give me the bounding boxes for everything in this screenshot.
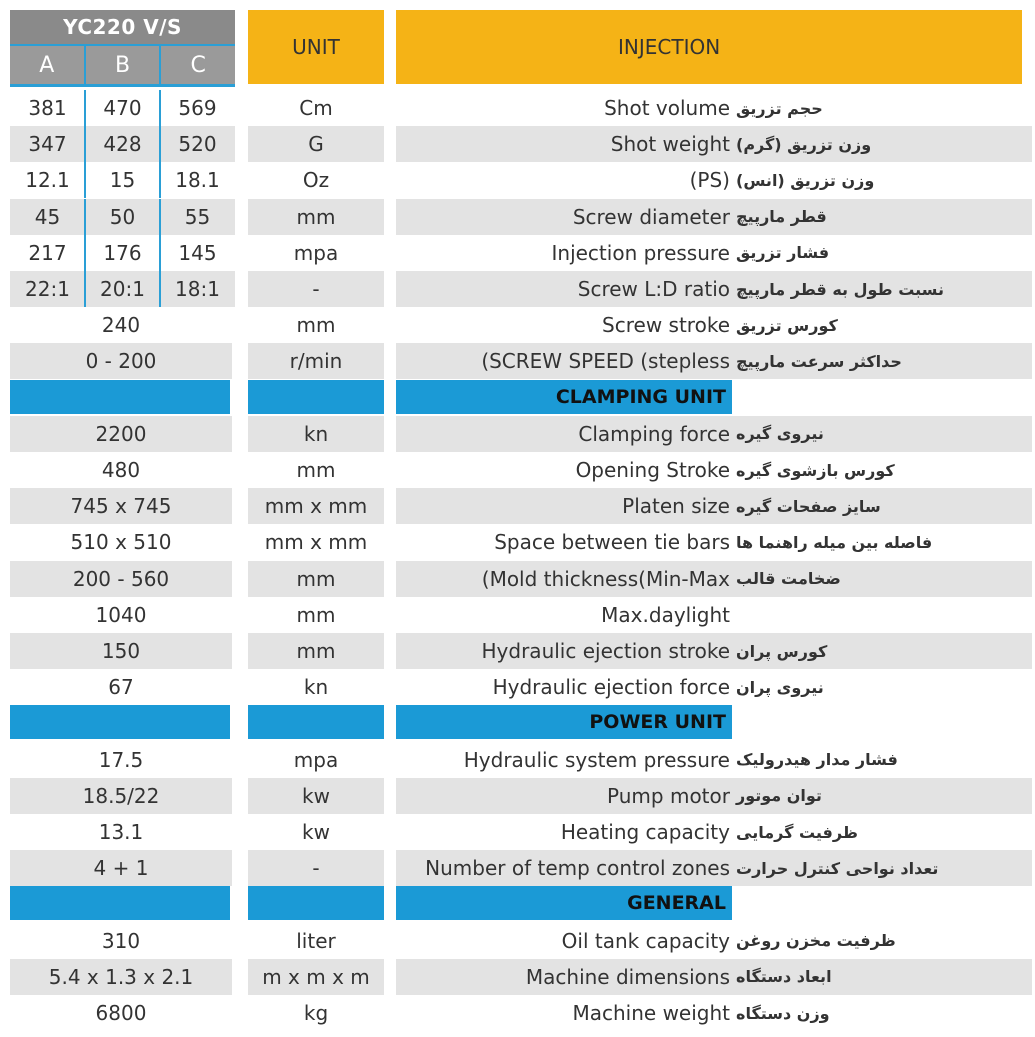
model-title: YC220 V/S	[10, 10, 235, 44]
table-row	[0, 995, 1035, 1031]
spec-label-en: Clamping force	[396, 416, 736, 452]
unit: mm	[248, 561, 384, 597]
section-title: CLAMPING UNIT	[396, 380, 732, 414]
spec-label-en: Screw L:D ratio	[396, 271, 736, 307]
spec-label-fa: تعداد نواحی کنترل حرارت	[736, 850, 1032, 886]
value-b: 15	[109, 168, 136, 193]
spec-label-fa: حجم تزریق	[736, 98, 823, 118]
table-row	[0, 742, 1035, 778]
table-row	[0, 923, 1035, 959]
spec-label-en: Platen size	[396, 488, 736, 524]
spec-label-en: (PS)	[689, 168, 730, 193]
unit: G	[248, 126, 384, 162]
spec-label-fa: وزن تزریق (انس)	[736, 170, 875, 190]
section-bar	[248, 380, 384, 414]
table-row	[0, 669, 1035, 705]
value: 200 - 560	[10, 561, 232, 597]
table-row	[0, 90, 1035, 126]
spec-label-en: Oil tank capacity	[561, 928, 730, 953]
spec-label-fa: کورس بازشوی گیره	[736, 460, 895, 480]
table-row	[0, 561, 1035, 597]
spec-label-fa: فشار مدار هیدرولیک	[736, 750, 898, 770]
value-c: 145	[178, 240, 217, 265]
spec-label-en: Injection pressure	[551, 240, 730, 265]
spec-label-en: Machine dimensions	[396, 959, 736, 995]
unit: mpa	[293, 240, 339, 265]
unit: r/min	[248, 343, 384, 379]
unit: mm x mm	[264, 530, 368, 555]
spec-label-fa: ضخامت قالب	[736, 561, 1032, 597]
value-b: 20:1	[85, 271, 160, 307]
section-bar	[10, 886, 230, 920]
value: 4 + 1	[10, 850, 232, 886]
unit: Cm	[299, 96, 333, 120]
section-title: POWER UNIT	[396, 705, 732, 739]
section-clamping-unit	[0, 380, 1035, 414]
value-a: 381	[28, 96, 67, 120]
unit: kw	[302, 820, 330, 844]
section-bar	[248, 705, 384, 739]
spec-label-fa: وزن دستگاه	[736, 1003, 830, 1023]
unit: kg	[303, 1001, 329, 1025]
value-c: 55	[160, 199, 235, 235]
column-c-label: C	[159, 46, 235, 84]
table-row	[0, 162, 1035, 198]
table-row	[0, 850, 1035, 886]
value: 1040	[95, 602, 147, 627]
table-row	[0, 633, 1035, 669]
unit: mm	[296, 458, 336, 482]
spec-label-en: Shot volume	[604, 96, 730, 120]
column-separator	[84, 126, 86, 162]
value: 13.1	[98, 820, 144, 844]
column-separator	[84, 271, 86, 307]
spec-label-fa: کورس پران	[736, 633, 1032, 669]
column-separator	[159, 271, 161, 307]
spec-label-fa: توان موتور	[736, 778, 1032, 814]
value-a: 45	[10, 199, 85, 235]
unit: kw	[248, 778, 384, 814]
section-bar	[10, 705, 230, 739]
table-row	[0, 524, 1035, 560]
table-row	[0, 488, 1035, 524]
value: 2200	[10, 416, 232, 452]
value-a: 22:1	[10, 271, 85, 307]
value-b: 428	[85, 126, 160, 162]
spec-label-en: Number of temp control zones	[396, 850, 736, 886]
value-c: 18.1	[175, 168, 220, 193]
value: 6800	[95, 1001, 147, 1025]
value-a: 347	[10, 126, 85, 162]
header-bottom-line	[10, 84, 235, 87]
table-row	[0, 307, 1035, 343]
spec-label-en: Hydraulic ejection stroke	[396, 633, 736, 669]
table-row	[0, 199, 1035, 235]
spec-label-fa: ظرفیت گرمایی	[736, 822, 858, 842]
unit: mm	[248, 633, 384, 669]
value: 17.5	[98, 747, 144, 772]
value: 5.4 x 1.3 x 2.1	[10, 959, 232, 995]
column-separator	[84, 199, 86, 235]
table-row	[0, 778, 1035, 814]
value: 480	[101, 458, 141, 482]
unit: mpa	[293, 747, 339, 772]
spec-label-fa: نیروی گیره	[736, 416, 1032, 452]
spec-label-en: Machine weight	[572, 1001, 730, 1025]
unit: -	[248, 850, 384, 886]
unit: mm	[296, 602, 336, 627]
value-c: 18:1	[160, 271, 235, 307]
value-c: 569	[178, 96, 217, 120]
variant-columns-header	[10, 46, 235, 84]
column-separator	[84, 162, 86, 198]
column-a-label: A	[39, 52, 55, 78]
table-row	[0, 235, 1035, 271]
spec-label-fa: فاصله بین میله راهنما ها	[736, 532, 933, 552]
value: 0 - 200	[10, 343, 232, 379]
spec-label-fa: ابعاد دستگاه	[736, 959, 1032, 995]
unit: mm	[296, 313, 336, 338]
value: 240	[101, 313, 141, 338]
table-row	[0, 959, 1035, 995]
value: 67	[108, 675, 134, 700]
section-power-unit	[0, 705, 1035, 739]
unit: kn	[303, 675, 329, 700]
column-separator	[84, 235, 86, 271]
spec-label-fa: فشار تزریق	[736, 243, 830, 263]
value-b: 470	[103, 96, 142, 120]
spec-label-en: Space between tie bars	[494, 530, 730, 555]
value-c: 520	[160, 126, 235, 162]
spec-label-fa: کورس تزریق	[736, 315, 838, 335]
injection-header: INJECTION	[396, 10, 1022, 84]
column-separator	[159, 199, 161, 235]
unit: -	[248, 271, 384, 307]
value: 18.5/22	[10, 778, 232, 814]
unit: kn	[248, 416, 384, 452]
spec-label-fa: نیروی پران	[736, 677, 824, 697]
spec-label-en: Pump motor	[396, 778, 736, 814]
value: 310	[101, 928, 141, 953]
table-row	[0, 126, 1035, 162]
table-row	[0, 271, 1035, 307]
spec-label-fa: نسبت طول به قطر مارپیچ	[736, 271, 1032, 307]
value-a: 12.1	[25, 168, 70, 193]
spec-label-fa: قطر مارپیچ	[736, 199, 1032, 235]
spec-label-en: Screw diameter	[396, 199, 736, 235]
unit-header: UNIT	[248, 10, 384, 84]
table-row	[0, 343, 1035, 379]
spec-label-fa: حداکثر سرعت مارپیچ	[736, 343, 1032, 379]
spec-label-fa: وزن تزریق (گرم)	[736, 126, 1032, 162]
spec-label-en: Hydraulic system pressure	[463, 747, 730, 772]
section-title: GENERAL	[396, 886, 732, 920]
spec-label-fa: سایز صفحات گیره	[736, 488, 1032, 524]
column-separator	[84, 90, 86, 126]
spec-label-en: (Mold thickness(Min-Max	[396, 561, 736, 597]
spec-label-fa	[736, 597, 1032, 633]
spec-label-en: Shot weight	[396, 126, 736, 162]
value: 745 x 745	[10, 488, 232, 524]
unit: liter	[296, 928, 336, 953]
table-row	[0, 814, 1035, 850]
section-general	[0, 886, 1035, 920]
spec-label-en: Screw stroke	[602, 313, 730, 338]
section-bar	[248, 886, 384, 920]
unit: mm	[248, 199, 384, 235]
spec-label-en: (SCREW SPEED (stepless	[396, 343, 736, 379]
value-b: 176	[103, 240, 142, 265]
spec-label-en: Opening Stroke	[575, 458, 730, 482]
column-b-label: B	[84, 46, 160, 84]
spec-label-en: Max.daylight	[601, 602, 730, 627]
value: 150	[10, 633, 232, 669]
column-separator	[159, 126, 161, 162]
unit: m x m x m	[248, 959, 384, 995]
spec-label-fa: ظرفیت مخزن روغن	[736, 931, 896, 951]
section-bar	[10, 380, 230, 414]
unit: mm x mm	[248, 488, 384, 524]
value-b: 50	[85, 199, 160, 235]
value-a: 217	[28, 240, 67, 265]
value: 510 x 510	[70, 530, 172, 555]
table-row	[0, 597, 1035, 633]
spec-label-en: Hydraulic ejection force	[492, 675, 730, 700]
table-row	[0, 452, 1035, 488]
table-row	[0, 416, 1035, 452]
spec-label-en: Heating capacity	[560, 820, 730, 844]
column-separator	[159, 162, 161, 198]
column-separator	[159, 90, 161, 126]
unit: Oz	[302, 168, 330, 193]
column-separator	[159, 235, 161, 271]
